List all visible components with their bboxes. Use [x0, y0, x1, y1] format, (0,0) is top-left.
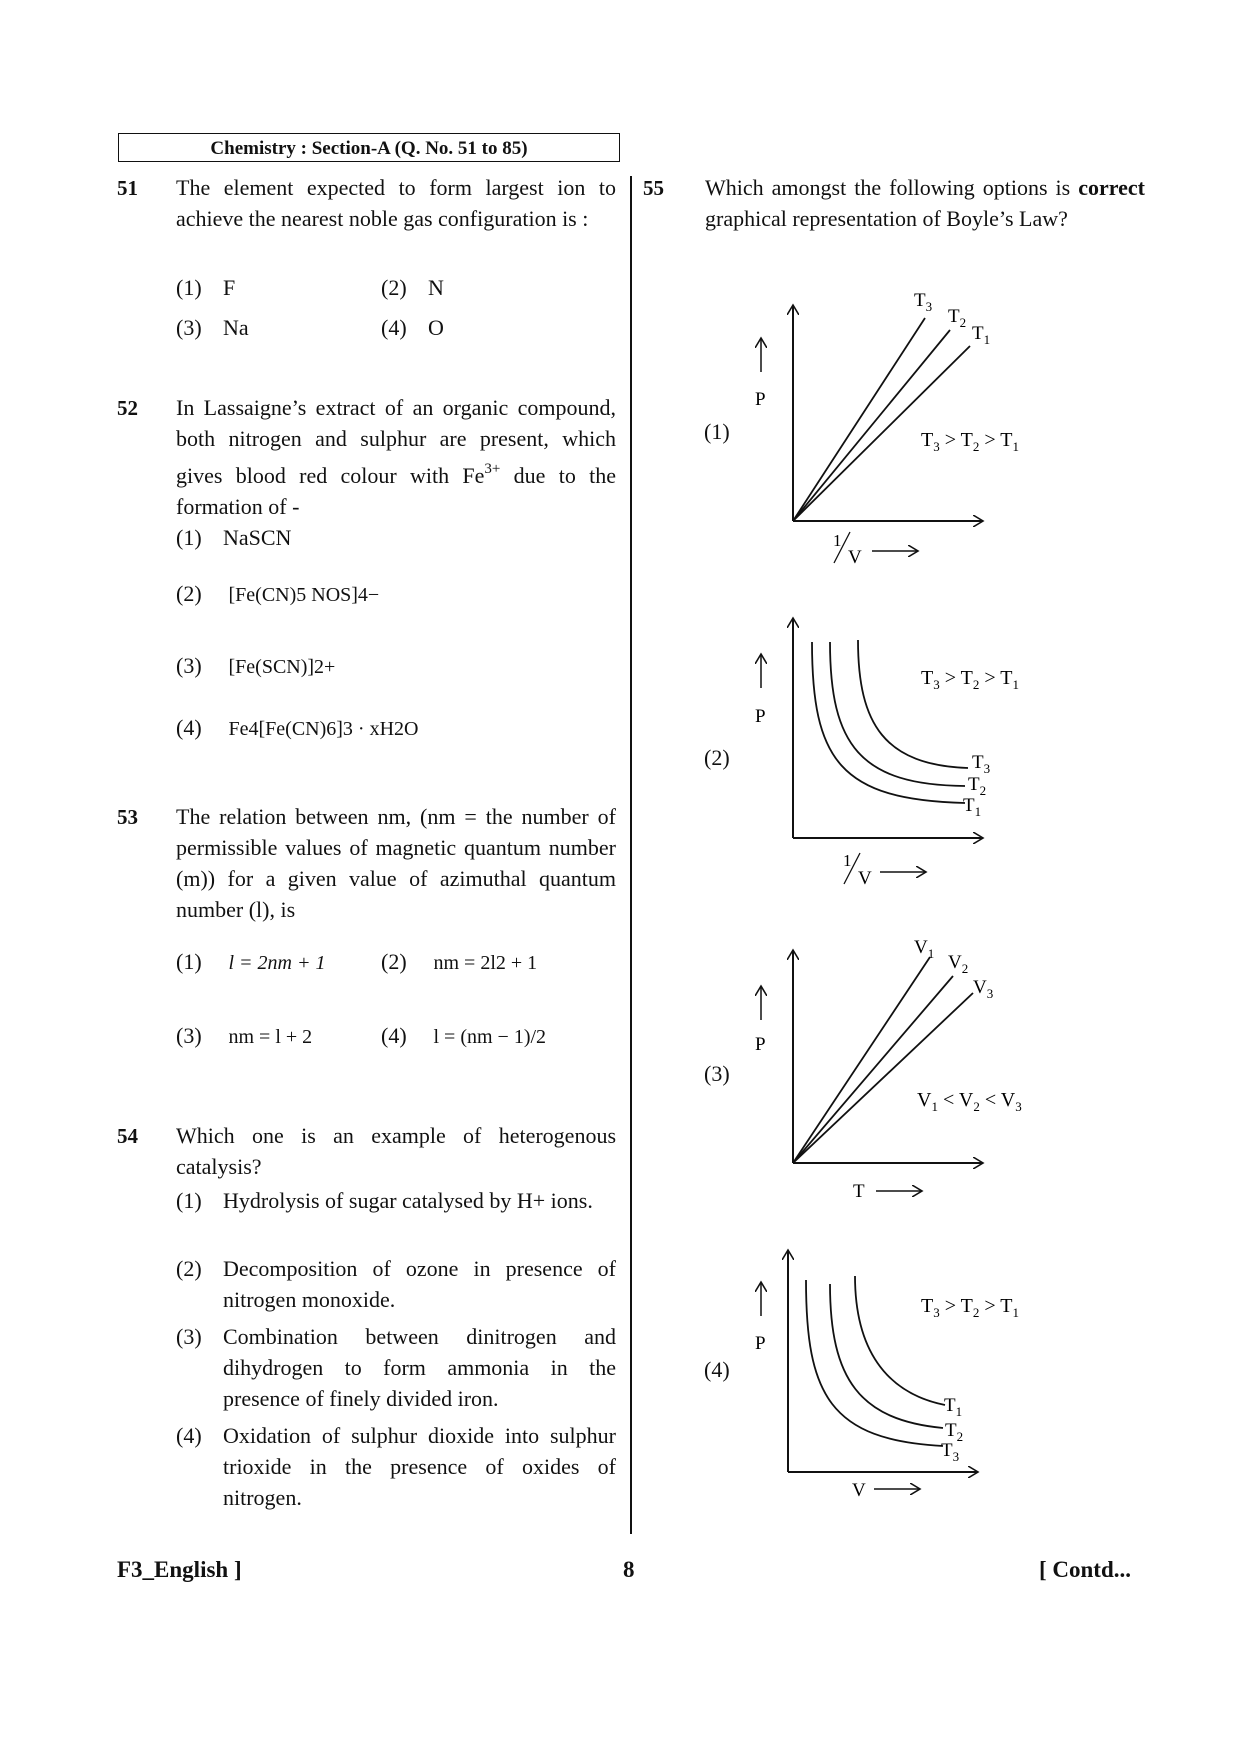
graph-3-line-V3: [793, 993, 973, 1163]
graph-4-label-T1: $T_1$: [944, 1395, 963, 1419]
graph-3-label-V1: $V_1$: [914, 937, 935, 961]
q53-option-3[interactable]: (3) nm = l + 2: [176, 1023, 313, 1048]
footer-contd: [ Contd...: [1039, 1557, 1132, 1582]
footer-code: F3_English ]: [117, 1557, 242, 1582]
graph-3-x-label: T: [853, 1181, 865, 1202]
graph-1-x-label-den: V: [848, 547, 862, 568]
graph-4-relation: $T_3 > T_2 > T_1$: [921, 1295, 1019, 1320]
graph-3-line-V1: [793, 957, 930, 1163]
graph-4-label-T2: $T_2$: [945, 1420, 964, 1444]
graph-2: [755, 618, 1019, 889]
question-number-51: 51: [117, 176, 138, 200]
graph-1: [755, 290, 1019, 568]
q54-option-2[interactable]: (2) Decomposition of ozone in presence of nitrogen monoxide.: [176, 1256, 616, 1312]
question-text-55: Which amongst the following options is correct graphical representation of Boyle’s Law?: [705, 175, 1145, 231]
graph-4-y-label: P: [755, 1333, 766, 1354]
graph-3-relation: $V_1 < V_2 < V_3$: [917, 1089, 1022, 1114]
graph-1-y-label: P: [755, 389, 766, 410]
q53-formula-2: nm = 2l2 + 1: [433, 952, 538, 974]
question-text-51: The element expected to form largest ion to achieve the nearest noble gas configuration is :: [176, 175, 616, 231]
q52-option-4[interactable]: (4) Fe4[Fe(CN)6]3 · xH2O: [176, 715, 419, 740]
q53-formula-4: l = (nm − 1)/2: [433, 1026, 547, 1048]
graph-3: [755, 937, 1022, 1202]
q52-formula-3: [Fe(SCN)]2+: [228, 656, 336, 678]
q53-option-2[interactable]: (2) nm = 2l2 + 1: [381, 949, 538, 974]
graph-3-label-V2: $V_2$: [948, 952, 969, 976]
graph-2-y-label: P: [755, 706, 766, 727]
question-text-54: Which one is an example of heterogenous catalysis?: [176, 1123, 616, 1179]
q52-formula-2: [Fe(CN)5 NOS]4−: [228, 584, 380, 606]
q55-option-1[interactable]: (1): [704, 419, 730, 444]
graph-3-line-V2: [793, 976, 953, 1163]
graph-2-label-T1: $T_1$: [963, 795, 982, 819]
q55-option-2[interactable]: (2): [704, 745, 730, 770]
graph-1-x-label-num: 1: [833, 531, 842, 550]
page-number: 8: [623, 1557, 635, 1582]
graph-3-y-label: P: [755, 1034, 766, 1055]
graph-1-line-T2: [793, 330, 950, 521]
graph-1-relation: $T_3 > T_2 > T_1$: [921, 429, 1019, 454]
q52-option-1[interactable]: (1) NaSCN: [176, 525, 292, 550]
graph-4-x-label: V: [852, 1480, 866, 1501]
graph-2-label-T3: $T_3$: [972, 752, 991, 776]
graph-2-x-label-num: 1: [843, 851, 852, 870]
graph-2-curve-T2: [830, 642, 965, 786]
q55-option-3[interactable]: (3): [704, 1061, 730, 1086]
q53-option-4[interactable]: (4) l = (nm − 1)/2: [381, 1023, 547, 1048]
q51-option-2[interactable]: (2) N: [381, 275, 444, 300]
q54-option-1[interactable]: (1) Hydrolysis of sugar catalysed by H+ ions.: [176, 1188, 593, 1213]
section-header: Chemistry : Section-A (Q. No. 51 to 85): [118, 133, 620, 162]
q52-option-3[interactable]: (3) [Fe(SCN)]2+: [176, 653, 336, 678]
graph-2-curve-T3: [858, 640, 968, 768]
graph-1-line-T3: [793, 318, 925, 521]
graph-4: [755, 1250, 1019, 1501]
question-text-53: The relation between nm, (nm = the number of permissible values of magnetic quantum number (m)) for a given value of azimuthal quantum number (l), is: [176, 804, 616, 922]
q54-option-3[interactable]: (3) Combination between dinitrogen and dihydrogen to form ammonia in the presence of finely divided iron.: [176, 1324, 616, 1411]
question-number-52: 52: [117, 396, 138, 420]
q55-option-4[interactable]: (4): [704, 1357, 730, 1382]
q51-option-1[interactable]: (1) F: [176, 275, 236, 300]
graph-2-x-label-den: V: [858, 868, 872, 889]
graph-1-label-T2: $T_2$: [948, 306, 967, 330]
graph-1-label-T3: $T_3$: [914, 290, 933, 314]
q52-formula-4: Fe4[Fe(CN)6]3 · xH2O: [228, 718, 419, 740]
q53-option-1[interactable]: (1) l = 2nm + 1: [176, 949, 326, 974]
graph-4-label-T3: $T_3$: [941, 1440, 960, 1464]
q51-option-3[interactable]: (3) Na: [176, 315, 249, 340]
q53-formula-3: nm = l + 2: [228, 1026, 313, 1048]
graph-1-label-T1: $T_1$: [972, 323, 991, 347]
question-number-55: 55: [643, 176, 664, 200]
question-number-53: 53: [117, 805, 138, 829]
graph-2-relation: $T_3 > T_2 > T_1$: [921, 667, 1019, 692]
q53-formula-1: l = 2nm + 1: [228, 952, 326, 974]
question-number-54: 54: [117, 1124, 138, 1148]
q54-option-4[interactable]: (4) Oxidation of sulphur dioxide into sulphur trioxide in the presence of oxides of nitrogen.: [176, 1423, 616, 1510]
q51-option-4[interactable]: (4) O: [381, 315, 444, 340]
question-text-52: In Lassaigne’s extract of an organic compound, both nitrogen and sulphur are present, which gives blood red colour with $Fe^{3+}$ due to the formation of -: [176, 395, 616, 519]
q52-option-2[interactable]: (2) [Fe(CN)5 NOS]4−: [176, 581, 380, 606]
graph-3-label-V3: $V_3$: [973, 977, 994, 1001]
graph-2-label-T2: $T_2$: [968, 774, 987, 798]
